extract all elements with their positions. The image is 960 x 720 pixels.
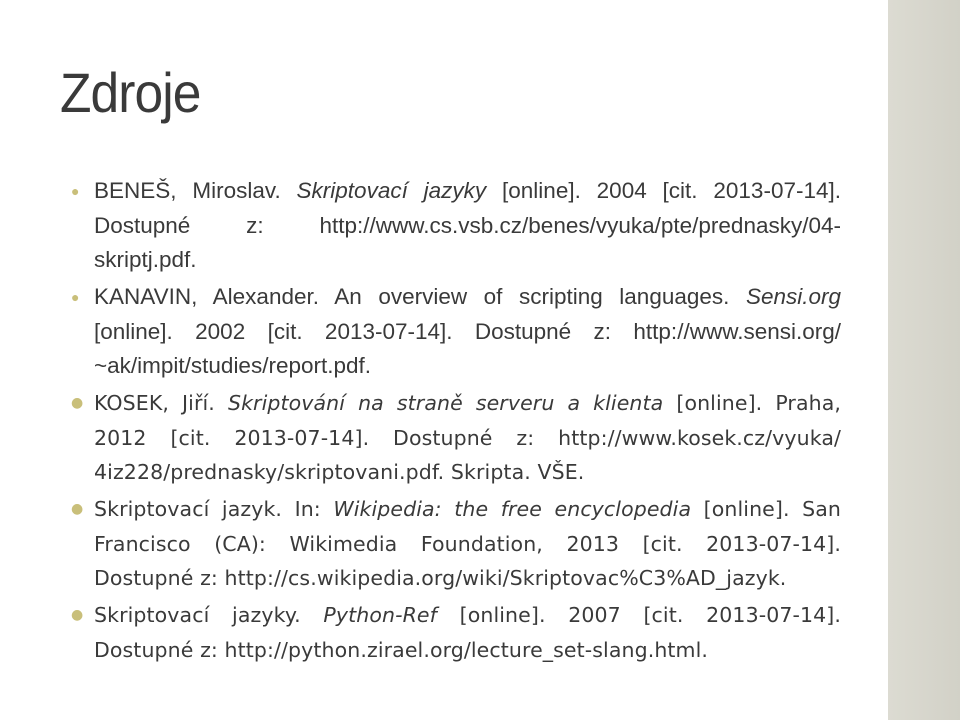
reference-item (71, 492, 841, 596)
reference-item (71, 174, 841, 278)
bullet-icon: ● (71, 607, 84, 623)
ref-part: [online]. 2002 [cit. 2013-07-14]. Dostupné z: http://www.sensi.org/ ~ak/impit/studies/report.pdf. (94, 318, 841, 378)
ref-part: Skriptovací jazyk. In: (94, 497, 334, 521)
ref-part: [online]. 2007 [cit. 2013-07-14]. Dostupné z: http://python.zirael.org/lecture_set-slang.html. (94, 603, 841, 662)
bullet-icon: ● (71, 501, 84, 517)
reference-item (71, 598, 841, 667)
ref-part: KANAVIN, Alexander. An overview of scripting languages. (94, 284, 746, 309)
reference-item (71, 386, 841, 490)
ref-part: [online]. Praha, 2012 [cit. 2013-07-14]. Dostupné z: http://www.kosek.cz/vyuka/ 4iz228/prednasky/skriptovani.pdf. Skripta. VŠE. (94, 391, 841, 484)
ref-part: BENEŠ, Miroslav. (94, 178, 297, 203)
ref-part: KOSEK, Jiří. (94, 391, 228, 415)
ref-part: [online]. San Francisco (CA): Wikimedia Foundation, 2013 [cit. 2013-07-14]. Dostupné z: http://cs.wikipedia.org/wiki/Skriptovac%C3%AD_jazyk. (94, 497, 842, 590)
ref-title: Skriptovací jazyky (296, 178, 487, 203)
bullet-icon: ● (71, 289, 80, 305)
bullet-icon: ● (71, 395, 84, 411)
ref-title: Wikipedia: the free encyclopedia (333, 497, 692, 521)
slide-title: Zdroje (60, 61, 201, 124)
reference-list (71, 174, 841, 670)
ref-part: Skriptovací jazyky. (94, 603, 324, 627)
side-decoration-bar (888, 0, 960, 720)
ref-title: Python-Ref (323, 603, 437, 627)
ref-part: [online]. 2004 [cit. 2013-07-14]. Dostupné z: http://www.cs.vsb.cz/benes/vyuka/pte/prednasky/04-skriptj.pdf. (94, 178, 841, 272)
bullet-icon: ● (71, 183, 80, 199)
ref-title: Sensi.org (745, 284, 841, 309)
ref-title: Skriptování na straně serveru a klienta (227, 391, 664, 415)
reference-item (71, 280, 841, 384)
